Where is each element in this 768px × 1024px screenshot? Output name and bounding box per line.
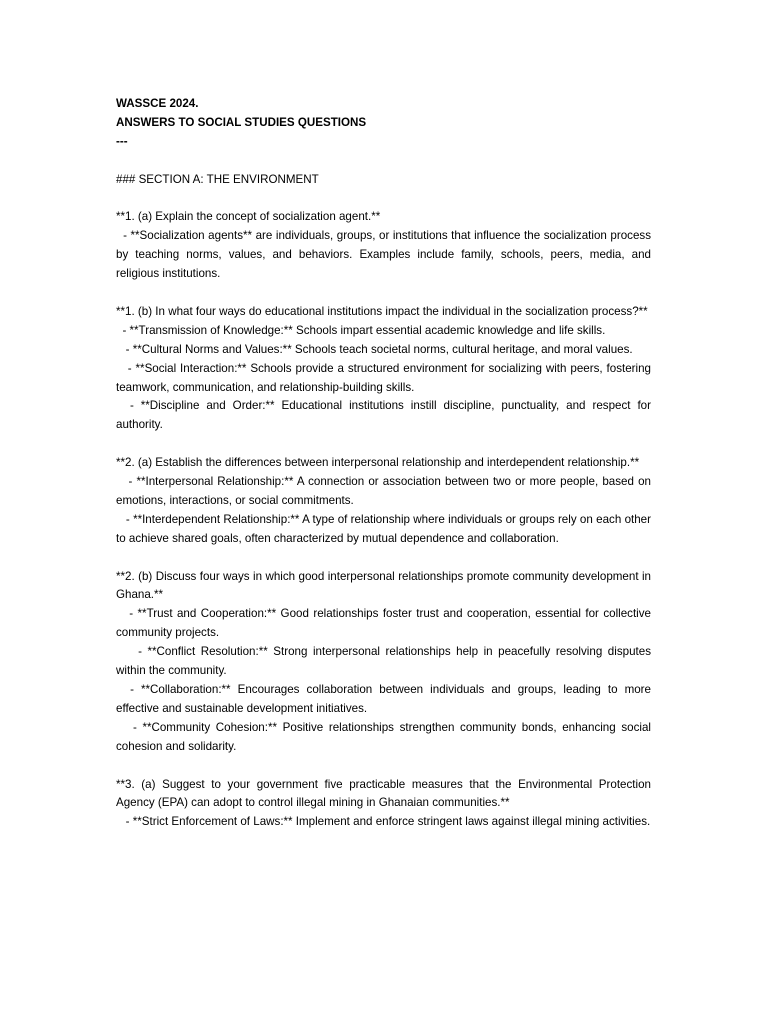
spacer (116, 757, 651, 776)
answer-item: - **Collaboration:** Encourages collaboration between individuals and groups, leading to more effective and sustainable development initiatives. (116, 683, 655, 715)
answer-item: - **Transmission of Knowledge:** Schools impart essential academic knowledge and life skills. (116, 323, 606, 337)
section-heading: ### SECTION A: THE ENVIRONMENT (116, 172, 319, 186)
spacer (116, 190, 651, 209)
question-text: **3. (a) Suggest to your government five practicable measures that the Environmental Protection Agency (EPA) can adopt to control illegal mining in Ghanaian communities.** (116, 777, 651, 810)
document-page (116, 95, 655, 832)
spacer (116, 152, 651, 171)
answer-item: - **Conflict Resolution:** Strong interpersonal relationships help in peacefully resolving disputes within the community. (116, 645, 655, 678)
answer-item: - **Interdependent Relationship:** A type of relationship where individuals or groups rely on each other to achieve shared goals, often characterized by mutual dependence and collaboration. (116, 512, 655, 545)
question-text: **2. (b) Discuss four ways in which good interpersonal relationships promote community development in Ghana.** (116, 569, 651, 602)
answer-item: - **Social Interaction:** Schools provide a structured environment for socializing with peers, fostering teamwork, communication, and relationship-building skills. (116, 361, 655, 394)
answer-item: - **Interpersonal Relationship:** A connection or association between two or more people, based on emotions, interactions, or social commitments. (116, 475, 655, 507)
document-title: WASSCE 2024. (116, 97, 199, 110)
answer-item: - **Discipline and Order:** Educational institutions instill discipline, punctuality, and respect for authority. (116, 399, 655, 432)
spacer (116, 284, 651, 303)
question-text: **1. (a) Explain the concept of socialization agent.** (116, 210, 381, 224)
horizontal-rule-text: --- (116, 134, 128, 148)
question-text: **1. (b) In what four ways do educational institutions impact the individual in the socialization process?** (116, 304, 648, 318)
document-subtitle: ANSWERS TO SOCIAL STUDIES QUESTIONS (116, 115, 367, 129)
answer-item: - **Strict Enforcement of Laws:** Implement and enforce stringent laws against illegal mining activities. (116, 815, 651, 829)
answer-item: - **Socialization agents** are individuals, groups, or institutions that influence the socialization process by teaching norms, values, and behaviors. Examples include family, schools, peers, media, and religious institutions. (116, 229, 655, 281)
question-list (116, 208, 655, 832)
answer-item: - **Community Cohesion:** Positive relationships strengthen community bonds, enhancing social cohesion and solidarity. (116, 720, 655, 753)
answer-item: - **Cultural Norms and Values:** Schools teach societal norms, cultural heritage, and moral values. (116, 342, 633, 356)
spacer (116, 435, 651, 454)
answer-item: - **Trust and Cooperation:** Good relationships foster trust and cooperation, essential for collective community projects. (116, 607, 655, 640)
spacer (116, 549, 651, 568)
question-text: **2. (a) Establish the differences between interpersonal relationship and interdependent relationship.** (116, 456, 640, 470)
